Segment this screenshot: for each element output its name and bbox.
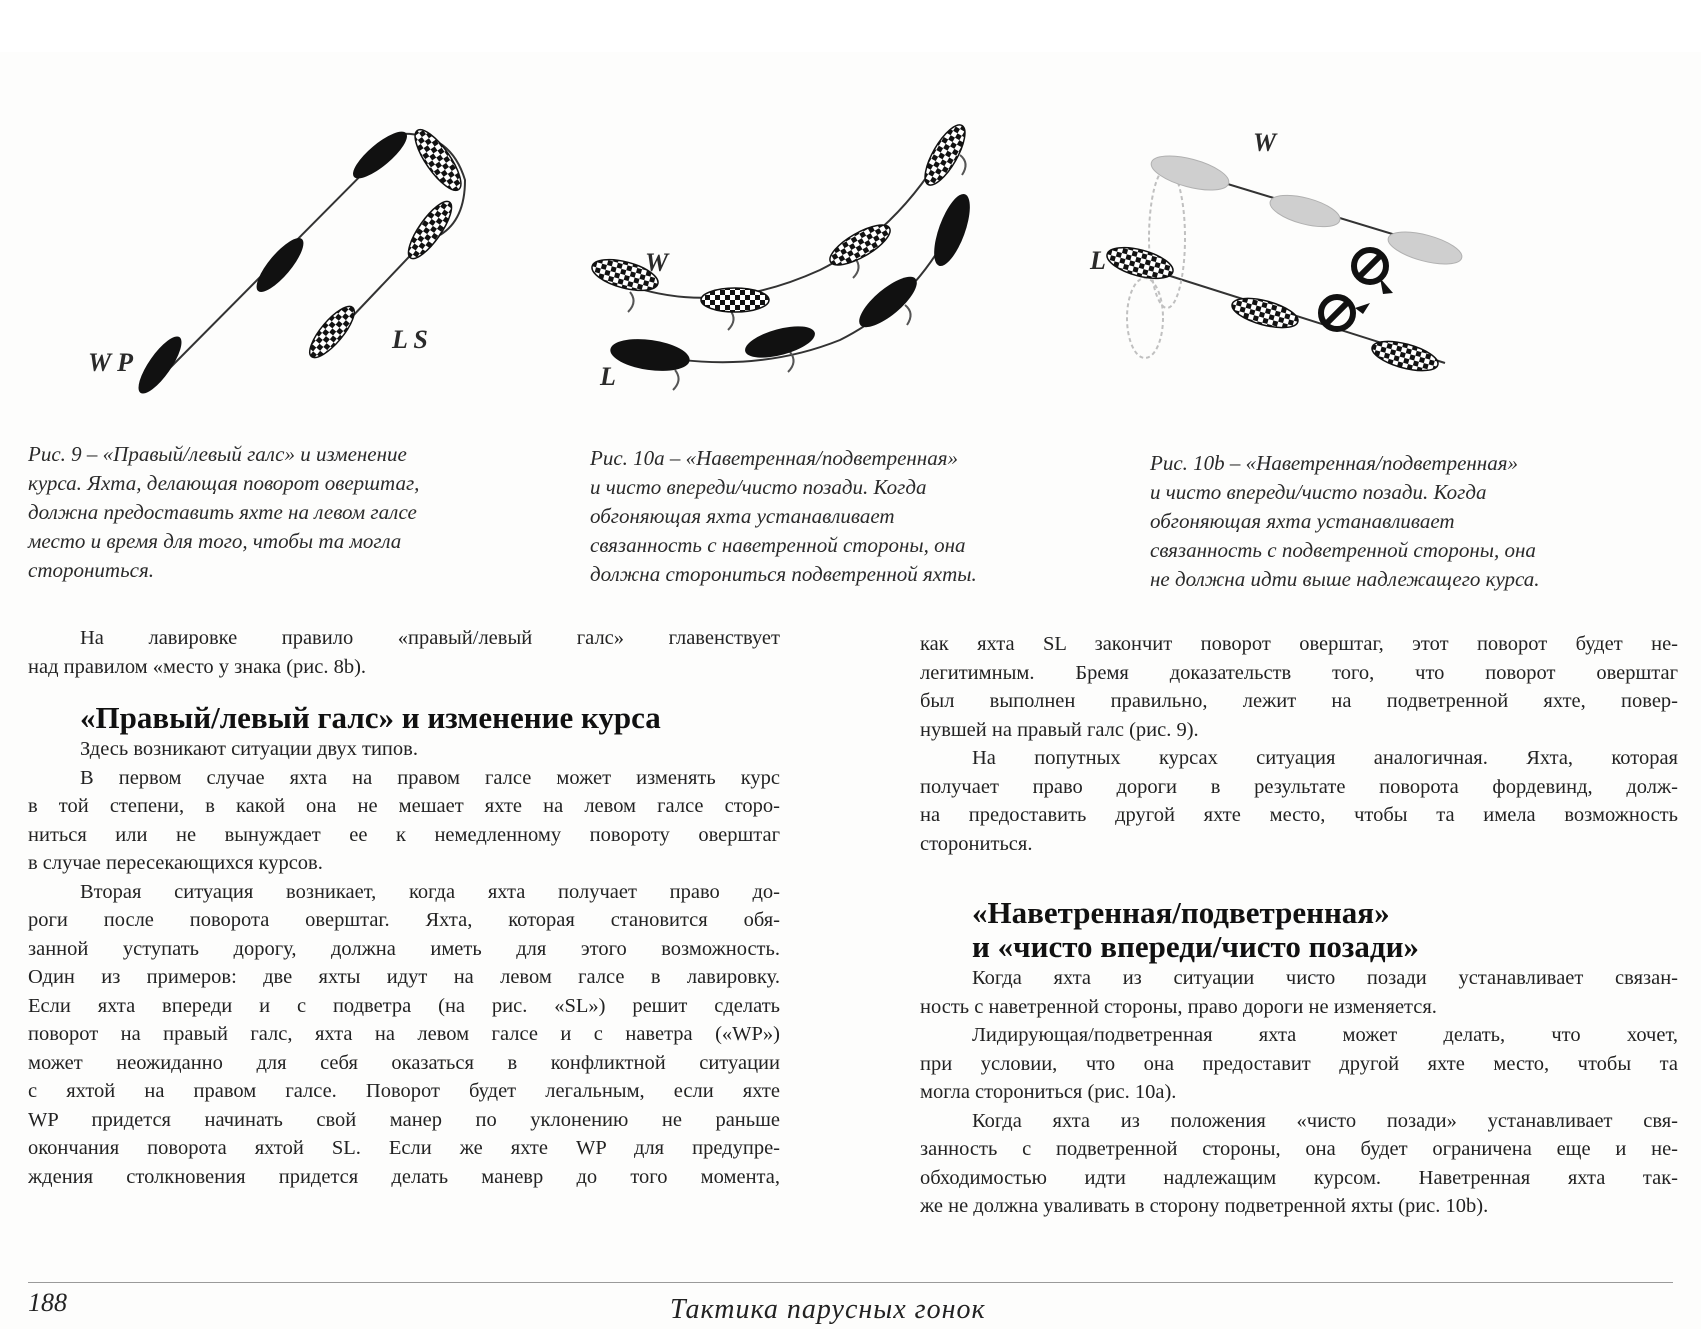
paragraph: Здесь возникают ситуации двух типов.	[80, 738, 418, 760]
left-column	[28, 624, 780, 1191]
prohibited-icon-1	[1354, 250, 1386, 282]
paragraph: Когда яхта из ситуации чисто позади устанавливает связан- ность с наветренной стороны, право дороги не изменяется.	[920, 967, 1678, 1018]
boat-w-3	[825, 218, 896, 273]
figure-10b-drawing	[1105, 118, 1595, 418]
section-heading: «Правый/левый галс» и изменение курса	[80, 700, 661, 735]
faded-boat-3	[1385, 226, 1465, 271]
boat-w-2	[701, 288, 769, 312]
boat-l-1	[608, 335, 691, 376]
boat-l-2	[1229, 293, 1301, 334]
paragraph: Когда яхта из положения «чисто позади» устанавливает свя- занность с подветренной стороны, она будет ограничена еще и не- обходимостью идти надлежащим курсом. Наветренная яхта так- же не должна уваливать в сторону подветренной яхты (рис. 10b).	[920, 1109, 1678, 1217]
label-l: L	[600, 362, 616, 391]
footer-divider	[28, 1282, 1673, 1283]
boat-wp-3	[347, 125, 413, 186]
arrow-icon-2	[1355, 303, 1370, 314]
paragraph: Лидирующая/подветренная яхта может делать, что хочет, при условии, что она предоставит другой яхте место, чтобы та могла сторониться (рис. 10a).	[920, 1024, 1678, 1103]
paragraph: как яхта SL закончит поворот оверштаг, этот поворот будет не- легитимным. Бремя доказательств того, что поворот оверштаг был выполнен правильно, лежит на подветренной яхте, повер- нувшей на правый галс (рис. 9).	[920, 633, 1678, 741]
boat-l-1	[1105, 242, 1176, 285]
intro-paragraph: На лавировке правило «правый/левый галс» главенствует над правилом «место у знака (рис. 8b).	[28, 627, 780, 678]
running-title: Тактика парусных гонок	[670, 1294, 986, 1325]
boat-l-3	[852, 269, 924, 335]
faded-boat-2	[1267, 189, 1343, 233]
paragraph: В первом случае яхта на правом галсе может изменять курс в той степени, в какой она не мешает яхте на левом галсе сторо- ниться или не вынуждает ее к немедленному повороту оверштаг в случае пересекающихся курсов.	[28, 766, 780, 874]
label-wp: W P	[88, 348, 134, 377]
boat-sl-1	[408, 124, 469, 197]
boat-l-3	[1369, 336, 1441, 377]
boat-sl-2	[401, 196, 458, 264]
page-number: 188	[28, 1288, 67, 1317]
caption-fig-10b: Рис. 10b – «Наветренная/подветренная» и чисто впереди/чисто позади. Когда обгоняющая яхта устанавливает связанность с подветренной стороны, она не должна идти выше надлежащего курса.	[1150, 451, 1540, 591]
boat-w-4	[918, 120, 973, 190]
section-heading-line-1: «Наветренная/подветренная»	[972, 895, 1390, 930]
label-w: W	[645, 248, 669, 277]
right-column	[920, 630, 1678, 1221]
section-heading-line-2: и «чисто впереди/чисто позади»	[972, 929, 1419, 964]
caption-fig-10a: Рис. 10a – «Наветренная/подветренная» и чисто впереди/чисто позади. Когда обгоняющая яхта устанавливает связанность с наветренной стороны, она должна сторониться подветренной яхты.	[590, 446, 977, 586]
boat-wp-1	[131, 331, 188, 399]
prohibited-icon-2	[1321, 297, 1353, 329]
figure-9-drawing	[70, 120, 530, 420]
caption-fig-9: Рис. 9 – «Правый/левый галс» и изменение курса. Яхта, делающая поворот оверштаг, должна предоставить яхте на левом галсе место и время для того, чтобы та могла сторониться.	[28, 442, 420, 582]
label-ls: L S	[392, 325, 428, 354]
figure-10b	[1090, 118, 1595, 418]
paragraph: На попутных курсах ситуация аналогичная. Яхта, которая получает право дороги в результате поворота фордевинд, долж- на предоставить другой яхте место, чтобы та имела возможность сторониться.	[920, 747, 1678, 855]
boat-sl-3	[303, 300, 361, 363]
top-margin	[0, 0, 1701, 52]
boat-wp-2	[250, 232, 311, 298]
arrow-icon-1	[1380, 278, 1393, 294]
figure-9	[70, 120, 530, 420]
label-l: L	[1090, 246, 1106, 275]
label-w: W	[1253, 128, 1277, 157]
paragraph: Вторая ситуация возникает, когда яхта получает право до- роги после поворота оверштаг. Яхта, которая становится обя- занной уступать дорогу, должна иметь для этого возможность. Один из примеров: две яхты идут на левом галсе в лавировку. Если яхта впереди и с подветра (на рис. «SL») решит сделать поворот на правый галс, яхта на левом галсе и с наветра («WP») может неожиданно для себя оказаться в конфликтной ситуации с яхтой на правом галсе. Поворот будет легальным, если яхте WP придется начинать свой манер по уклонению не раньше окончания поворота яхтой SL. Если же яхте WP для предупре- ждения столкновения придется делать маневр до того момента,	[28, 880, 780, 1188]
faded-boat-1	[1148, 149, 1233, 197]
figure-10a	[590, 120, 1050, 420]
section-heading	[972, 896, 1678, 964]
